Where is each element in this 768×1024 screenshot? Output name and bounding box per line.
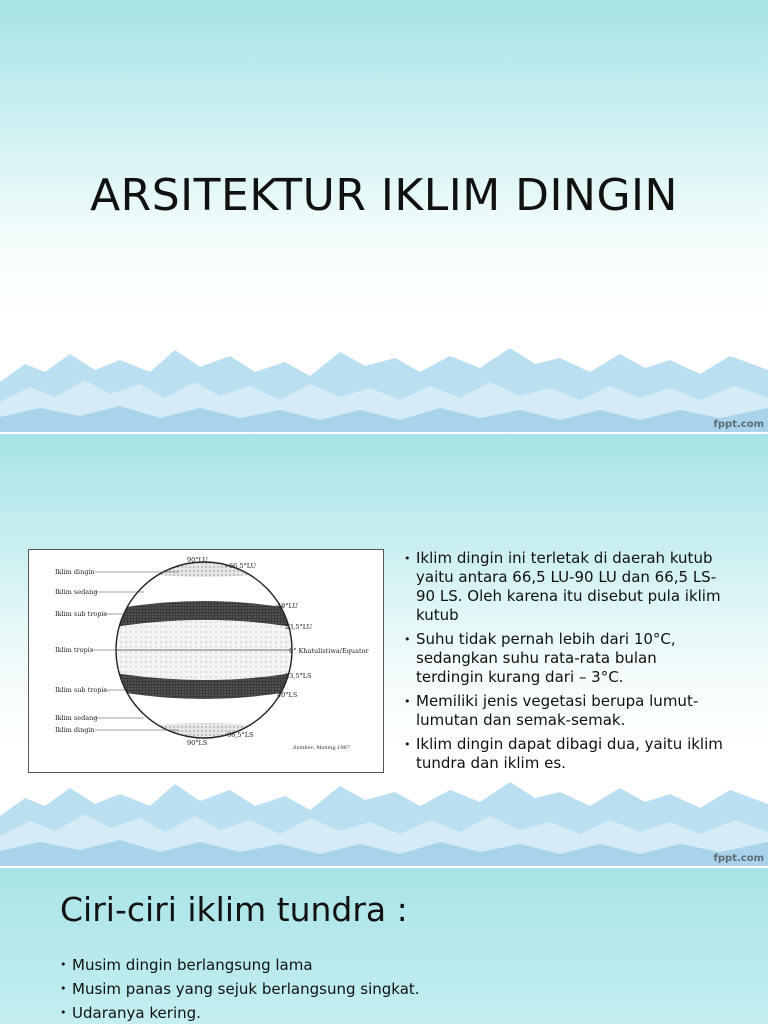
watermark: fppt.com (713, 853, 764, 864)
list-item: • Musim panas yang sejuk berlangsung singkat. (60, 977, 420, 1001)
mountain-range (0, 342, 768, 432)
climate-zone-diagram (29, 550, 383, 772)
label-iklim-dingin-bottom: Iklim dingin (55, 726, 95, 734)
slide-2 (0, 434, 768, 866)
label-iklim-sedang-bottom: Iklim sedang (55, 714, 98, 722)
label-66-5lu: 66,5°LU (229, 562, 257, 570)
climate-zone-figure (28, 549, 384, 773)
slide-3 (0, 868, 768, 1024)
label-iklim-tropis: Iklim tropis (55, 646, 94, 654)
label-40ls: 40°LS (277, 691, 298, 699)
tundra-bullet-list (60, 953, 420, 1024)
label-iklim-sedang-top: Iklim sedang (55, 588, 98, 596)
label-23-5lu: 23,5°LU (285, 623, 313, 631)
label-90lu: 90°LU (187, 556, 208, 564)
label-iklim-subtropis-bottom: Iklim sub tropis (55, 686, 107, 694)
label-iklim-dingin-top: Iklim dingin (55, 568, 95, 576)
list-item: • Memiliki jenis vegetasi berupa lumut-lumutan dan semak-semak. (398, 692, 728, 730)
list-item: • Udaranya kering. (60, 1001, 420, 1024)
list-item: • Iklim dingin ini terletak di daerah kutub yaitu antara 66,5 LU-90 LU dan 66,5 LS-90 LS. Oleh karena itu disebut pula iklim kutub (398, 549, 728, 625)
climate-bullet-list (398, 549, 728, 778)
label-equator: 0° Khatulistiwa/Equator (289, 647, 369, 655)
list-item: • Musim dingin berlangsung lama (60, 953, 420, 977)
watermark: fppt.com (713, 419, 764, 430)
figure-source: Sumber: Mannig 1987 (293, 745, 350, 751)
label-66-5ls: 66,5°LS (227, 731, 254, 739)
slide-1 (0, 0, 768, 432)
label-90ls: 90°LS (187, 739, 208, 747)
slide-title: Ciri-ciri iklim tundra : (60, 890, 408, 929)
mountain-range (0, 776, 768, 866)
slide-title: ARSITEKTUR IKLIM DINGIN (90, 170, 678, 221)
label-iklim-subtropis-top: Iklim sub tropis (55, 610, 107, 618)
list-item: • Iklim dingin dapat dibagi dua, yaitu iklim tundra dan iklim es. (398, 735, 728, 773)
label-40lu: 40°LU (277, 602, 298, 610)
list-item: • Suhu tidak pernah lebih dari 10°C, sedangkan suhu rata-rata bulan terdingin kurang dari – 3°C. (398, 630, 728, 687)
label-23-5ls: 23,5°LS (285, 672, 312, 680)
